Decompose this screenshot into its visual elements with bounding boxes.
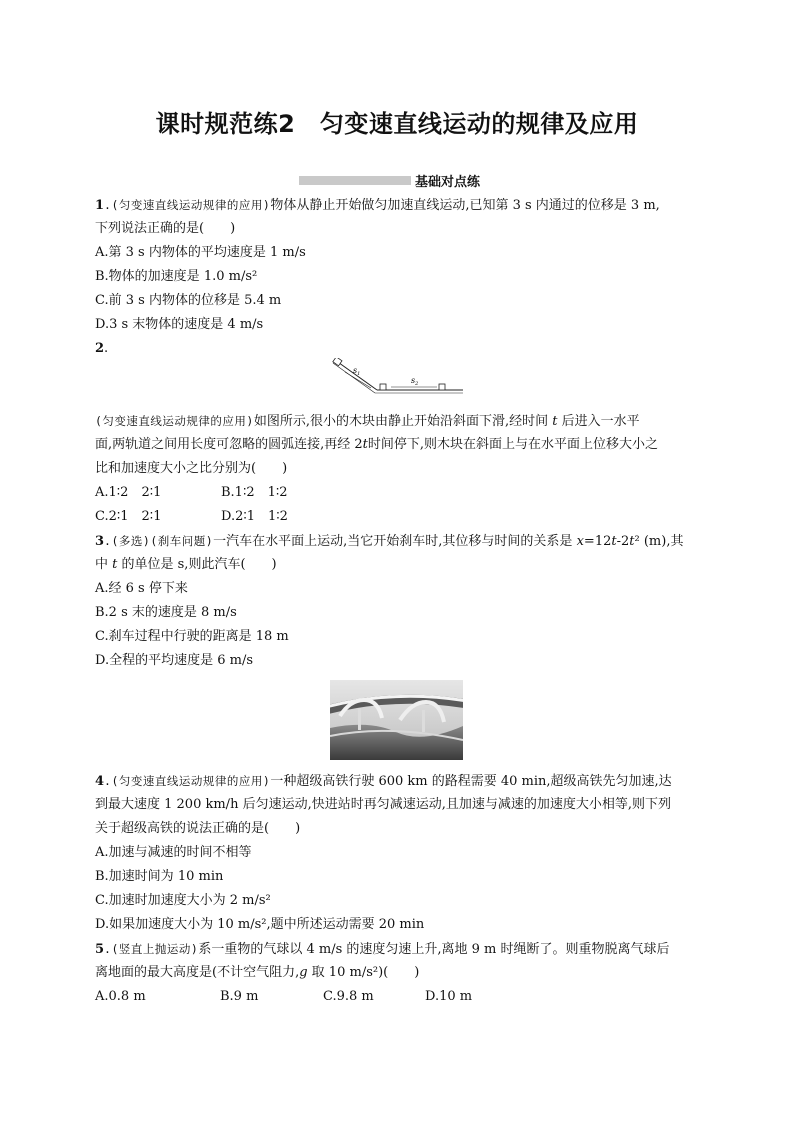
hyperloop-photo	[330, 680, 463, 760]
q1-option-a[interactable]: A.第 3 s 内物体的平均速度是 1 m/s	[95, 245, 306, 260]
q2-dot: .	[104, 341, 109, 356]
q5-line2-b: 取 10 m/s²)( )	[307, 965, 420, 980]
q3-eq-4: -2	[616, 534, 630, 549]
block-end	[439, 384, 445, 390]
q3-option-b[interactable]: B.2 s 末的速度是 8 m/s	[95, 605, 237, 620]
q2-options-row2	[95, 508, 288, 526]
q5-options-row	[95, 988, 472, 1006]
q5-option-c[interactable]: C.9.8 m	[323, 989, 374, 1004]
q2-stem-line3: 比和加速度大小之比分别为( )	[95, 461, 288, 476]
section-bar	[299, 176, 411, 185]
section-label: 基础对点练	[415, 174, 481, 190]
label-s2: $s_2$	[411, 376, 419, 387]
block-middle	[380, 384, 386, 390]
q1-stem-text: 物体从静止开始做匀加速直线运动,已知第 3 s 内通过的位移是 3 m,	[270, 198, 660, 213]
q2-stem-line2	[95, 436, 658, 454]
q2-tag: (匀变速直线运动规律的应用)	[95, 414, 254, 428]
label-s1: $s_1$	[353, 366, 361, 377]
q4-option-d[interactable]: D.如果加速度大小为 10 m/s²,题中所述运动需要 20 min	[95, 917, 425, 932]
q3-eq-2: =12	[583, 534, 612, 549]
q2-var-t: t	[552, 414, 558, 429]
q3-stem-line1	[95, 532, 683, 551]
q5-option-a[interactable]: A.0.8 m	[95, 989, 146, 1004]
q4-option-a[interactable]: A.加速与减速的时间不相等	[95, 845, 252, 860]
q2-var-t2: t	[362, 437, 368, 452]
q3-eq-6: ² (m),其	[634, 534, 684, 549]
q3-number: 3	[95, 534, 105, 549]
q1-stem-line2: 下列说法正确的是( )	[95, 221, 236, 236]
q3-tag: .(多选)(刹车问题)	[104, 534, 214, 548]
q2-stem-line2-b: 时间停下,则木块在斜面上与在水平面上位移大小之	[367, 437, 659, 452]
q2-option-b[interactable]: B.1∶2 1∶2	[221, 485, 288, 500]
section-header	[299, 170, 480, 190]
q3-eq-t1: t	[611, 534, 617, 549]
q5-number: 5	[95, 942, 105, 957]
q3-var-t: t	[112, 557, 118, 572]
q2-stem-b: 后进入一水平	[557, 414, 640, 429]
q4-number: 4	[95, 774, 105, 789]
q4-option-b[interactable]: B.加速时间为 10 min	[95, 869, 224, 884]
q5-tag: .(竖直上抛运动)	[104, 942, 199, 956]
q2-stem-a: 如图所示,很小的木块由静止开始沿斜面下滑,经时间	[253, 414, 553, 429]
q5-stem-line1	[95, 940, 670, 959]
q3-stem-line2	[95, 556, 277, 574]
q4-stem-line1	[95, 772, 672, 791]
q2-option-c[interactable]: C.2∶1 2∶1	[95, 509, 162, 524]
q5-line2-a: 离地面的最大高度是(不计空气阻力,	[95, 965, 300, 980]
q3-option-c[interactable]: C.刹车过程中行驶的距离是 18 m	[95, 629, 289, 644]
q3-eq-x: x	[576, 534, 584, 549]
q2-option-a[interactable]: A.1∶2 2∶1	[95, 485, 162, 500]
q1-option-b[interactable]: B.物体的加速度是 1.0 m/s²	[95, 269, 258, 284]
q1-stem-line1	[95, 196, 660, 215]
q2-stem-line2-a: 面,两轨道之间用长度可忽略的圆弧连接,再经 2	[95, 437, 363, 452]
q5-option-b[interactable]: B.9 m	[220, 989, 259, 1004]
q2-number-line	[95, 340, 108, 358]
q1-number: 1	[95, 198, 105, 213]
q5-var-g: g	[299, 965, 308, 980]
q4-stem-text: 一种超级高铁行驶 600 km 的路程需要 40 min,超级高铁先匀加速,达	[270, 774, 672, 789]
q1-option-d[interactable]: D.3 s 末物体的速度是 4 m/s	[95, 317, 264, 332]
q2-option-d[interactable]: D.2∶1 1∶2	[221, 509, 288, 524]
q3-option-d[interactable]: D.全程的平均速度是 6 m/s	[95, 653, 254, 668]
incline-figure	[325, 358, 465, 398]
q3-line2-a: 中	[95, 557, 113, 572]
q2-number: 2	[95, 341, 105, 356]
q3-eq-t2: t	[629, 534, 635, 549]
q3-stem-a: 一汽车在水平面上运动,当它开始刹车时,其位移与时间的关系是	[213, 534, 577, 549]
q2-options-row1	[95, 484, 288, 502]
q1-tag: .(匀变速直线运动规律的应用)	[104, 198, 271, 212]
q5-option-d[interactable]: D.10 m	[425, 989, 473, 1004]
q4-stem-line3: 关于超级高铁的说法正确的是( )	[95, 821, 301, 836]
q3-line2-b: 的单位是 s,则此汽车( )	[117, 557, 277, 572]
q5-stem-text: 系一重物的气球以 4 m/s 的速度匀速上升,离地 9 m 时绳断了。则重物脱离气球后	[198, 942, 670, 957]
q4-tag: .(匀变速直线运动规律的应用)	[104, 774, 271, 788]
q1-option-c[interactable]: C.前 3 s 内物体的位移是 5.4 m	[95, 293, 282, 308]
q4-option-c[interactable]: C.加速时加速度大小为 2 m/s²	[95, 893, 271, 908]
q3-option-a[interactable]: A.经 6 s 停下来	[95, 581, 188, 596]
page-title: 课时规范练2 匀变速直线运动的规律及应用	[155, 110, 639, 138]
q5-stem-line2	[95, 964, 419, 982]
q4-stem-line2: 到最大速度 1 200 km/h 后匀速运动,快进站时再匀减速运动,且加速与减速的加速度大小相等,则下列	[95, 797, 671, 812]
q2-stem-line1	[95, 412, 640, 431]
